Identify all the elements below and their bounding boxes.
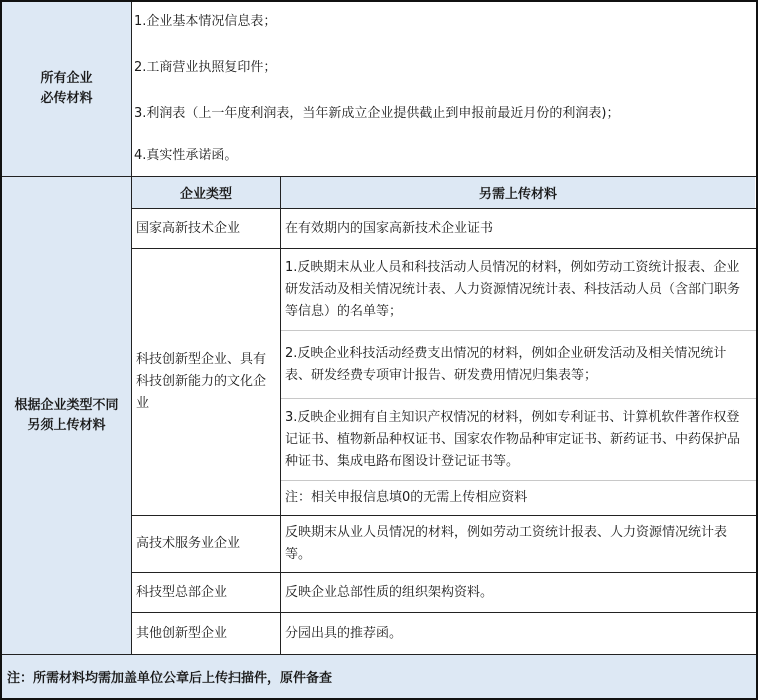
divider bbox=[131, 248, 756, 249]
type-cell: 科技创新型企业、具有科技创新能力的文化企业 bbox=[136, 352, 267, 411]
divider bbox=[131, 515, 756, 516]
materials-cell: 2.反映企业科技活动经费支出情况的材料，例如企业研发活动及相关情况统计表、研发经费专项审计报告、研发费用情况归集表等； bbox=[285, 345, 727, 383]
divider bbox=[131, 612, 756, 613]
materials-cell: 3.反映企业拥有自主知识产权情况的材料，例如专利证书、计算机软件著作权登记证书、植物新品种权证书、国家农作物品种审定证书、新药证书、中药保护品种证书、集成电路布图设计登记证书等。 bbox=[285, 409, 741, 469]
divider bbox=[131, 2, 132, 654]
type-cell: 高技术服务业企业 bbox=[136, 536, 241, 551]
materials-cell: 分园出具的推荐函。 bbox=[285, 625, 403, 641]
footer-note: 注：所需材料均需加盖单位公章后上传扫描件，原件备查 bbox=[2, 655, 756, 698]
header-extra-materials: 另需上传材料 bbox=[281, 177, 755, 208]
materials-cell: 在有效期内的国家高新技术企业证书 bbox=[285, 220, 494, 236]
divider bbox=[281, 480, 756, 481]
divider bbox=[281, 330, 756, 331]
required-item: 4.真实性承诺函。 bbox=[134, 148, 238, 163]
divider bbox=[131, 208, 756, 209]
materials-note: 注：相关申报信息填0的无需上传相应资料 bbox=[285, 490, 528, 505]
materials-cell: 反映企业总部性质的组织架构资料。 bbox=[285, 584, 494, 600]
divider bbox=[281, 398, 756, 399]
type-cell: 科技型总部企业 bbox=[136, 584, 228, 600]
label-line: 必传材料 bbox=[40, 91, 93, 106]
materials-cell: 反映期末从业人员情况的材料，例如劳动工资统计报表、人力资源情况统计表等。 bbox=[285, 525, 728, 562]
label-line: 另须上传材料 bbox=[27, 417, 106, 433]
label-line: 根据企业类型不同 bbox=[14, 397, 119, 413]
divider bbox=[2, 654, 756, 655]
header-enterprise-type: 企业类型 bbox=[132, 177, 280, 208]
type-cell: 国家高新技术企业 bbox=[136, 220, 241, 236]
divider bbox=[131, 572, 756, 573]
section-all-label bbox=[2, 2, 131, 176]
required-item: 3.利润表（上一年度利润表，当年新成立企业提供截止到申报前最近月份的利润表)； bbox=[134, 106, 620, 121]
divider bbox=[2, 176, 756, 177]
required-item: 1.企业基本情况信息表； bbox=[134, 14, 277, 29]
materials-cell: 1.反映期末从业人员和科技活动人员情况的材料，例如劳动工资统计报表、企业研发活动及相关情况统计表、人力资源情况统计表、科技活动人员（含部门职务等信息）的名单等； bbox=[285, 260, 741, 319]
required-item: 2.工商营业执照复印件； bbox=[134, 60, 277, 75]
type-cell: 其他创新型企业 bbox=[136, 625, 228, 641]
section-by-type-label bbox=[2, 177, 131, 654]
label-line: 所有企业 bbox=[40, 71, 93, 86]
